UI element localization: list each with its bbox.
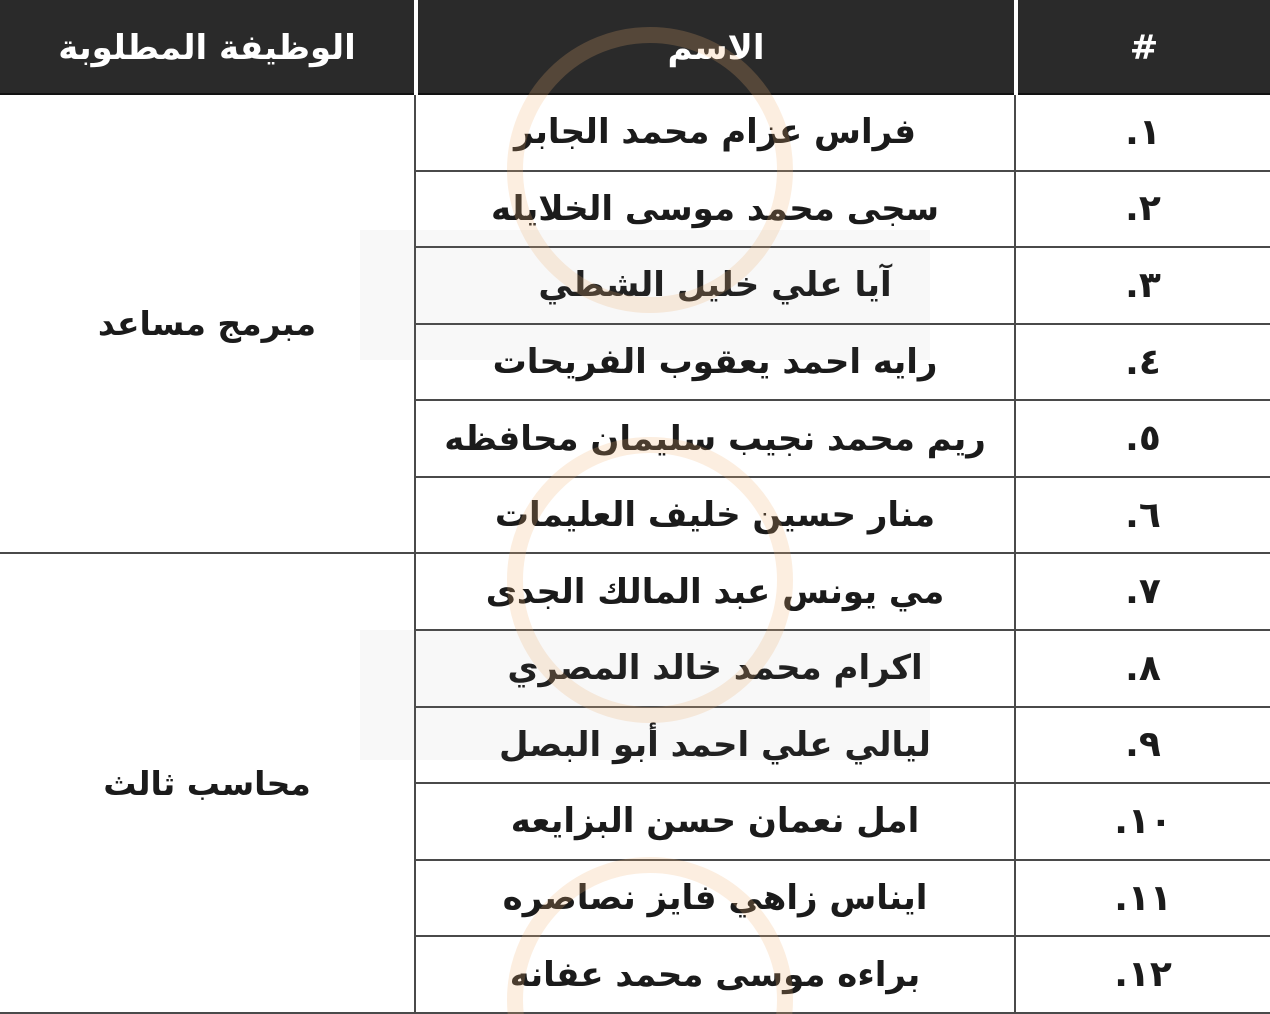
name-cell: ايناس زاهي فايز نصاصره <box>414 861 1014 938</box>
number-cell: ١١. <box>1014 861 1270 938</box>
number-cell: ١٠. <box>1014 784 1270 861</box>
number-cell: ١. <box>1014 95 1270 172</box>
name-cell: رايه احمد يعقوب الفريحات <box>414 325 1014 402</box>
number-cell: ٨. <box>1014 631 1270 708</box>
name-cell: براءه موسى محمد عفانه <box>414 937 1014 1014</box>
header-number: # <box>1014 0 1270 95</box>
number-cell: ١٢. <box>1014 937 1270 1014</box>
number-cell: ٧. <box>1014 554 1270 631</box>
name-cell: آيا علي خليل الشطي <box>414 248 1014 325</box>
name-cell: اكرام محمد خالد المصري <box>414 631 1014 708</box>
name-cell: امل نعمان حسن البزايعه <box>414 784 1014 861</box>
name-cell: ريم محمد نجيب سليمان محافظه <box>414 401 1014 478</box>
job-cell-programmer: مبرمج مساعد <box>0 95 414 554</box>
number-cell: ٥. <box>1014 401 1270 478</box>
number-cell: ٣. <box>1014 248 1270 325</box>
name-cell: فراس عزام محمد الجابر <box>414 95 1014 172</box>
name-cell: ليالي علي احمد أبو البصل <box>414 708 1014 785</box>
header-name: الاسم <box>414 0 1014 95</box>
header-job: الوظيفة المطلوبة <box>0 0 414 95</box>
number-cell: ٢. <box>1014 172 1270 249</box>
name-cell: مي يونس عبد المالك الجدى <box>414 554 1014 631</box>
name-cell: سجى محمد موسى الخلايله <box>414 172 1014 249</box>
number-cell: ٦. <box>1014 478 1270 555</box>
job-cell-accountant: محاسب ثالث <box>0 554 414 1013</box>
number-cell: ٩. <box>1014 708 1270 785</box>
number-cell: ٤. <box>1014 325 1270 402</box>
name-cell: منار حسين خليف العليمات <box>414 478 1014 555</box>
